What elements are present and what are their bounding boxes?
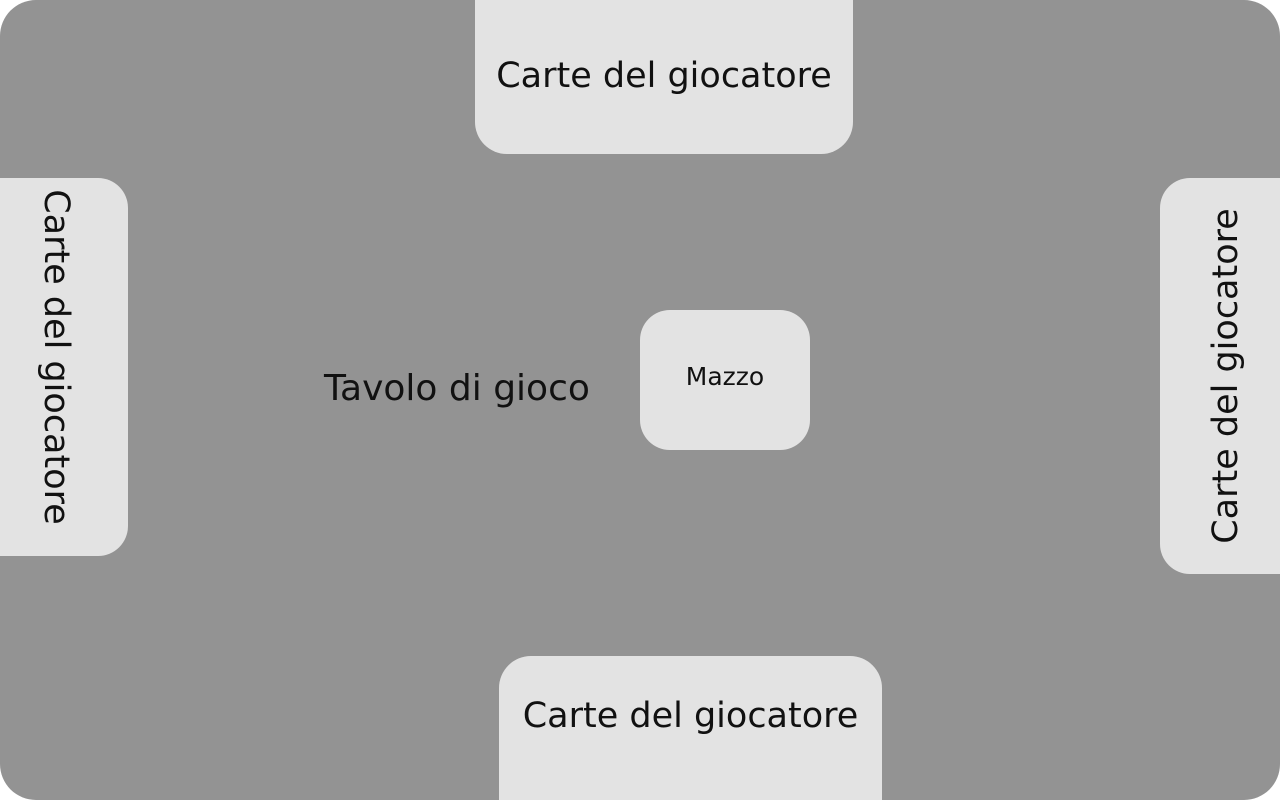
deck[interactable] [640, 310, 810, 450]
player-cards-left[interactable] [0, 178, 128, 556]
game-table-label: Tavolo di gioco [324, 368, 590, 409]
player-cards-top[interactable] [475, 0, 853, 154]
player-cards-bottom-label: Carte del giocatore [522, 696, 859, 736]
player-cards-right-label: Carte del giocatore [1206, 208, 1246, 544]
player-cards-top-label: Carte del giocatore [496, 56, 832, 96]
deck-label: Mazzo [685, 362, 765, 391]
player-cards-left-label: Carte del giocatore [36, 189, 76, 525]
player-cards-right[interactable] [1160, 178, 1280, 574]
player-cards-bottom[interactable] [499, 656, 882, 800]
